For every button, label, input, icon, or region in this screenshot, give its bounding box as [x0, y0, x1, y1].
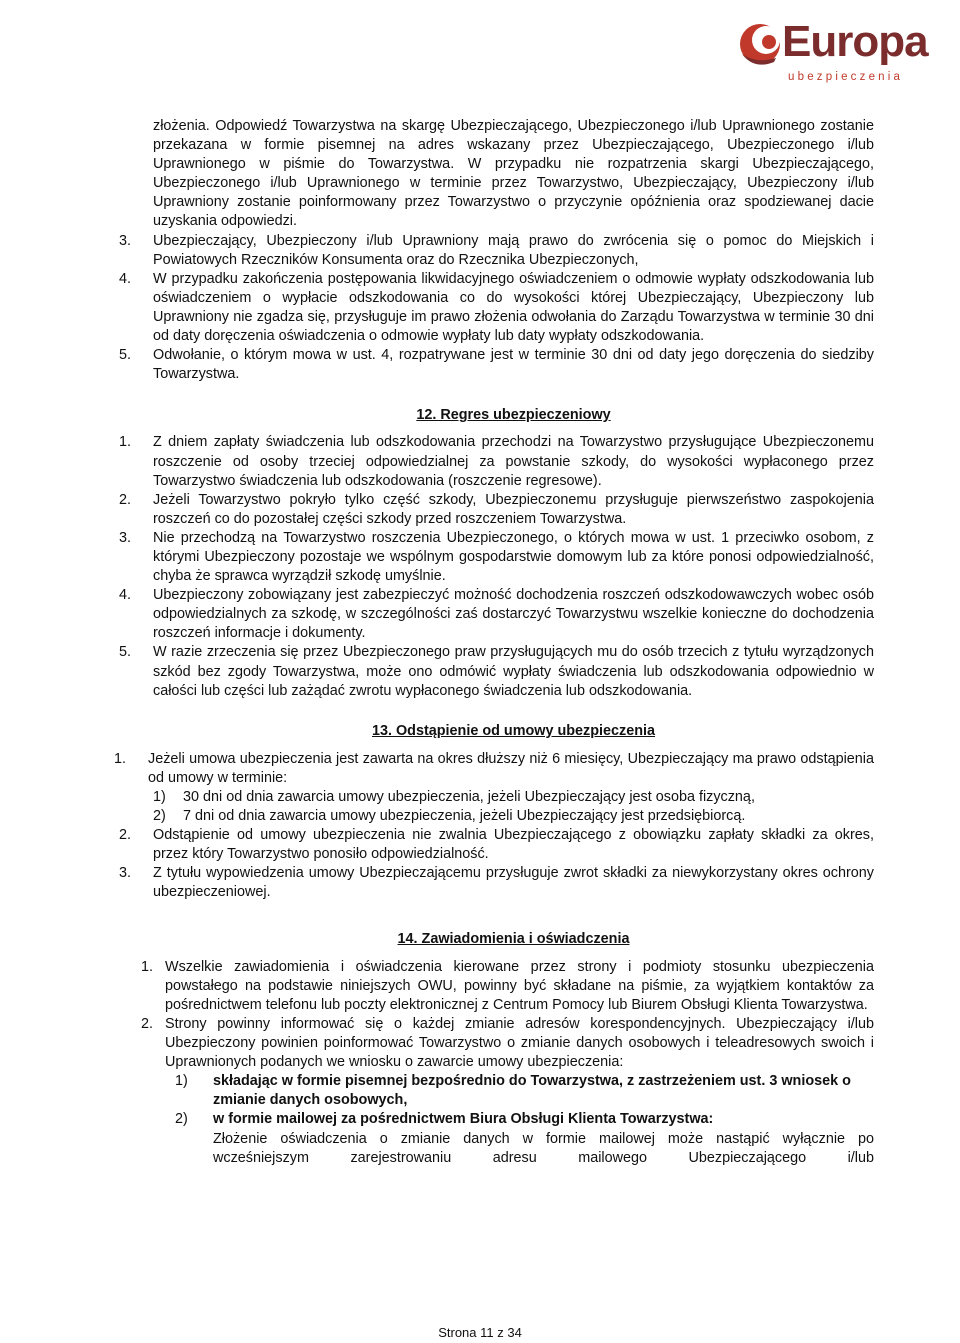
sub-item-number: 2) — [153, 808, 166, 825]
list-item — [119, 643, 874, 700]
section-14-items — [141, 958, 874, 1168]
document-body — [114, 117, 874, 1168]
sub-item-number: 1) — [153, 789, 166, 805]
item-number: 4. — [119, 587, 132, 604]
item-number: 4. — [119, 270, 132, 287]
sub-item — [153, 788, 874, 807]
item-number: 2. — [141, 1015, 154, 1032]
logo-wordmark: Europa — [782, 17, 928, 66]
item-text: Jeżeli umowa ubezpieczenia jest zawarta na okres dłuższy niż 6 miesięcy, Ubezpieczający ma prawo odstąpienia od umowy w terminie: — [148, 750, 874, 786]
section-12-items — [119, 433, 874, 700]
item-text: Wszelkie zawiadomienia i oświadczenia kierowane przez strony i podmioty stosunku ubezpieczenia powstałego na podstawie niniejszych OWU, powinny być składane na piśmie, za wyjątkiem kontaktów za pośrednictwem telefonu lub poczty elektronicznej z Centrum Pomocy lub Biurem Obsługi Klienta Towarzystwa. — [165, 958, 874, 1013]
sub-item-text: Złożenie oświadczenia o zmianie danych w formie mailowej może nastąpić wyłącznie po wcześniejszym zarejestrowaniu adresu mailowego Ubezpieczającego i/lub — [213, 1130, 874, 1166]
item-number: 3. — [119, 865, 132, 882]
list-item — [119, 433, 874, 490]
intro-paragraph: złożenia. Odpowiedź Towarzystwa na skargę Ubezpieczającego, Ubezpieczonego i/lub Uprawnionego zostanie przekazana w formie pisemnej na adres wskazany przez Ubezpieczającego, Ubezpieczonego i/lub Uprawnionego w piśmie do Towarzystwa. W przypadku nie rozpatrzenia skargi Ubezpieczającego, Ubezpieczonego i/lub Uprawnionego w terminie przez Towarzystwo, Ubezpieczający, Ubezpieczony i/lub Uprawniony zostanie poinformowany przez Towarzystwo o przyczynie opóźnienia oraz spodziewanej dacie uzyskania odpowiedzi. — [153, 118, 874, 230]
list-item — [114, 750, 874, 788]
list-item — [119, 346, 874, 384]
sub-item — [153, 807, 874, 826]
page-number: Strona 11 z 34 — [438, 1325, 522, 1340]
item-number: 3. — [119, 232, 132, 249]
logo-subtitle: ubezpieczenia — [788, 71, 904, 83]
item-number: 2. — [119, 491, 132, 508]
item-text: Odwołanie, o którym mowa w ust. 4, rozpatrywane jest w terminie 30 dni od daty jego doręczenia do siedziby Towarzystwa. — [153, 347, 874, 383]
item-number: 3. — [119, 529, 132, 546]
sub-item-text: 7 dni od dnia zawarcia umowy ubezpieczenia, jeżeli Ubezpieczający jest przedsiębiorcą. — [183, 808, 746, 825]
list-item — [141, 1015, 874, 1072]
sub-item — [175, 1110, 874, 1167]
section-13-items — [114, 750, 874, 903]
item-text: Z tytułu wypowiedzenia umowy Ubezpieczającemu przysługuje zwrot składki za niewykorzystany okres ochrony ubezpieczeniowej. — [153, 865, 874, 901]
section-14-heading: 14. Zawiadomienia i oświadczenia — [397, 930, 630, 947]
list-item — [141, 958, 874, 1015]
item-number: 1. — [114, 750, 127, 767]
list-item — [119, 826, 874, 864]
item-text: Ubezpieczający, Ubezpieczony i/lub Uprawniony mają prawo do zwrócenia się o pomoc do Miejskich i Powiatowych Rzeczników Konsumenta oraz do Rzecznika Ubezpieczonych, — [153, 232, 874, 268]
sub-item — [175, 1072, 874, 1110]
section-12-heading: 12. Regres ubezpieczeniowy — [416, 407, 611, 424]
sub-item-bold-text: w formie mailowej za pośrednictwem Biura Obsługi Klienta Towarzystwa: — [213, 1111, 714, 1128]
complaint-items — [119, 232, 874, 385]
sub-item-number: 2) — [175, 1111, 188, 1128]
item-text: Odstąpienie od umowy ubezpieczenia nie zwalnia Ubezpieczającego z obowiązku zapłaty składki za okres, przez który Towarzystwo ponosiło odpowiedzialność. — [153, 827, 874, 863]
sub-item-bold-text: składając w formie pisemnej bezpośrednio do Towarzystwa, z zastrzeżeniem ust. 3 wniosek o zmianie danych osobowych, — [213, 1073, 851, 1109]
item-text: Strony powinny informować się o każdej zmianie adresów korespondencyjnych. Ubezpieczający i/lub Ubezpieczony powinien poinformować Towarzystwo o zmianie danych osobowych i teleadresowych swoich i Uprawnionych podanych we wniosku o zawarcie umowy ubezpieczenia: — [165, 1015, 874, 1071]
item-text: W razie zrzeczenia się przez Ubezpieczonego praw przysługujących mu do osób trzecich z tytułu wyrządzonych szkód bez zgody Towarzystwa, może ono odmówić wypłaty świadczenia lub odszkodowania odpowiednio w całości lub części lub zażądać zwrotu wypłaconego świadczenia lub odszkodowania. — [153, 644, 874, 699]
list-item — [119, 529, 874, 586]
item-number: 5. — [119, 347, 132, 364]
section-13-heading: 13. Odstąpienie od umowy ubezpieczenia — [371, 722, 656, 739]
item-text: W przypadku zakończenia postępowania likwidacyjnego oświadczeniem o odmowie wypłaty odszkodowania lub oświadczeniem o wypłacie odszkodowania co do wysokości której Ubezpieczający, Ubezpieczony lub Uprawniony nie zgadza się, przysługuje im prawo złożenia odwołania do Zarządu Towarzystwa w terminie 30 dni od daty doręczenia oświadczenia o odmowie wypłaty lub daty wypłaty odszkodowania. — [153, 270, 874, 345]
europa-logo-mark-icon — [736, 18, 784, 70]
list-item — [119, 586, 874, 643]
list-item — [119, 232, 874, 270]
list-item — [119, 864, 874, 902]
item-number: 1. — [119, 434, 132, 451]
item-number: 5. — [119, 644, 132, 661]
list-item — [119, 270, 874, 346]
item-text: Nie przechodzą na Towarzystwo roszczenia Ubezpieczonego, o których mowa w ust. 1 przeciwko osobom, z którymi Ubezpieczony pozostaje we wspólnym gospodarstwie domowym lub za które ponosi odpowiedzialność, chyba że sprawca wyrządził szkodę umyślnie. — [153, 529, 874, 585]
sub-item-number: 1) — [175, 1073, 188, 1090]
item-text: Jeżeli Towarzystwo pokryło tylko część szkody, Ubezpieczonemu przysługuje pierwszeństwo zaspokojenia roszczeń co do pozostałej części szkody przed roszczeniem Towarzystwa. — [153, 491, 874, 527]
europa-logo — [736, 18, 950, 88]
list-item — [119, 491, 874, 529]
sub-item-text: 30 dni od dnia zawarcia umowy ubezpieczenia, jeżeli Ubezpieczający jest osoba fizyczną, — [183, 789, 755, 805]
item-number: 1. — [141, 958, 154, 975]
item-text: Ubezpieczony zobowiązany jest zabezpieczyć możność dochodzenia roszczeń odszkodowawczych wobec osób odpowiedzialnych za szkodę, w szczególności zaś dostarczyć Towarzystwu wszelkie konieczne do dochodzenia roszczeń informacje i dokumenty. — [153, 587, 874, 642]
item-text: Z dniem zapłaty świadczenia lub odszkodowania przechodzi na Towarzystwo przysługujące Ubezpieczonemu roszczenie od osoby trzeciej odpowiedzialnej za powstanie szkody, do wysokości wypłaconego przez Towarzystwo świadczenia lub odszkodowania (roszczenie regresowe). — [153, 434, 874, 489]
item-number: 2. — [119, 827, 132, 844]
